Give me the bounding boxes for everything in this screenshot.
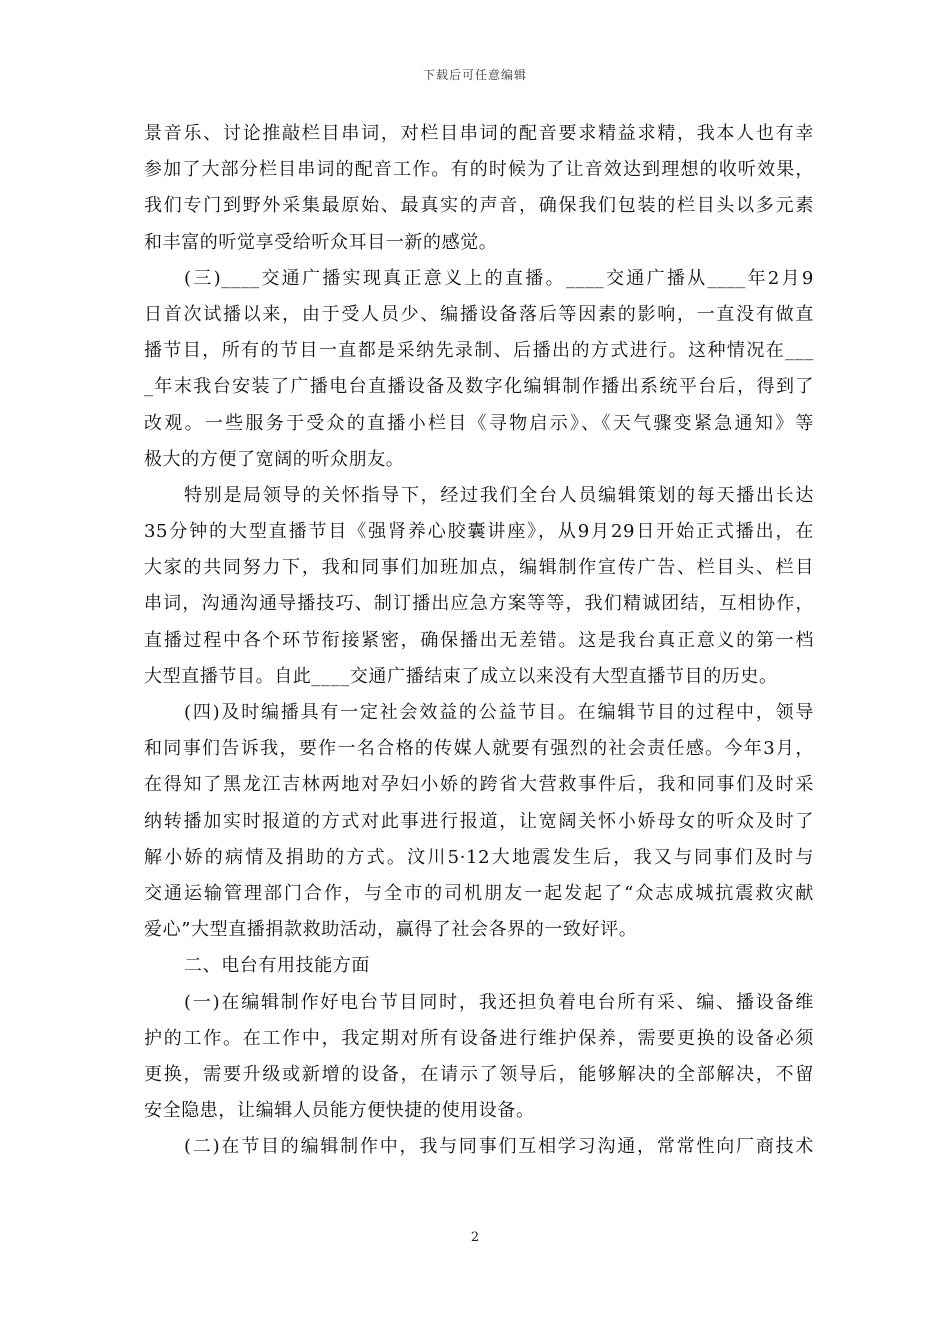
text-line: 更换，需要升级或新增的设备，在请示了领导后，能够解决的全部解决，不留 — [144, 1063, 814, 1085]
text-line: (二)在节目的编辑制作中，我与同事们互相学习沟通，常常性向厂商技术 — [184, 1136, 814, 1158]
text-line: 二、电台有用技能方面 — [184, 955, 370, 977]
text-line: 参加了大部分栏目串词的配音工作。有的时候为了让音效达到理想的收听效果， — [144, 159, 814, 181]
text-line: 和丰富的听觉享受给听众耳目一新的感觉。 — [144, 231, 498, 253]
text-line: 护的工作。在工作中，我定期对所有设备进行维护保养，需要更换的设备必须 — [144, 1027, 814, 1049]
text-line: 安全隐患，让编辑人员能方便快捷的使用设备。 — [144, 1100, 535, 1122]
text-line: (一)在编辑制作好电台节目同时，我还担负着电台所有采、编、播设备维 — [184, 991, 814, 1013]
text-line: _年末我台安装了广播电台直播设备及数字化编辑制作播出系统平台后，得到了 — [144, 376, 814, 398]
text-line: 直播过程中各个环节衔接紧密，确保播出无差错。这是我台真正意义的第一档 — [144, 629, 814, 651]
text-line: 纳转播加实时报道的方式对此事进行报道，让宽阔关怀小娇母女的听众及时了 — [144, 810, 814, 832]
page-header: 下载后可任意编辑 — [422, 68, 527, 82]
text-line: 解小娇的病情及捐助的方式。汶川5·12大地震发生后，我又与同事们及时与 — [144, 846, 814, 868]
text-line: 交通运输管理部门合作，与全市的司机朋友一起发起了“众志成城抗震救灾献 — [144, 882, 814, 904]
text-line: 极大的方便了宽阔的听众朋友。 — [144, 448, 405, 470]
text-line: (三)____交通广播实现真正意义上的直播。____交通广播从____年2月9 — [184, 267, 814, 289]
document-body — [144, 116, 814, 1165]
text-line: 35分钟的大型直播节目《强肾养心胶囊讲座》，从9月29日开始正式播出，在 — [144, 521, 814, 543]
text-line: 播节目，所有的节目一直都是采纳先录制、后播出的方式进行。这种情况在___ — [144, 340, 814, 362]
text-line: 在得知了黑龙江吉林两地对孕妇小娇的跨省大营救事件后，我和同事们及时采 — [144, 774, 814, 796]
text-line: 大型直播节目。自此____交通广播结束了成立以来没有大型直播节目的历史。 — [144, 665, 778, 687]
text-line: (四)及时编播具有一定社会效益的公益节目。在编辑节目的过程中，领导 — [184, 702, 814, 723]
text-line: 特别是局领导的关怀指导下，经过我们全台人员编辑策划的每天播出长达 — [184, 484, 814, 506]
text-line: 我们专门到野外采集最原始、最真实的声音，确保我们包装的栏目头以多元素 — [144, 195, 814, 217]
text-line: 改观。一些服务于受众的直播小栏目《寻物启示》、《天气骤变紧急通知》等 — [144, 412, 814, 434]
text-line: 爱心”大型直播捐款救助活动，赢得了社会各界的一致好评。 — [144, 919, 638, 941]
text-line: 和同事们告诉我，要作一名合格的传媒人就要有强烈的社会责任感。今年3月， — [144, 738, 814, 760]
text-line: 景音乐、讨论推敲栏目串词，对栏目串词的配音要求精益求精，我本人也有幸 — [144, 123, 814, 144]
text-line: 日首次试播以来，由于受人员少、编播设备落后等因素的影响，一直没有做直 — [144, 303, 814, 325]
text-line: 大家的共同努力下，我和同事们加班加点，编辑制作宣传广告、栏目头、栏目 — [144, 557, 814, 579]
page-number: 2 — [470, 1230, 480, 1245]
text-line: 串词，沟通沟通导播技巧、制订播出应急方案等等，我们精诚团结，互相协作， — [144, 593, 814, 615]
